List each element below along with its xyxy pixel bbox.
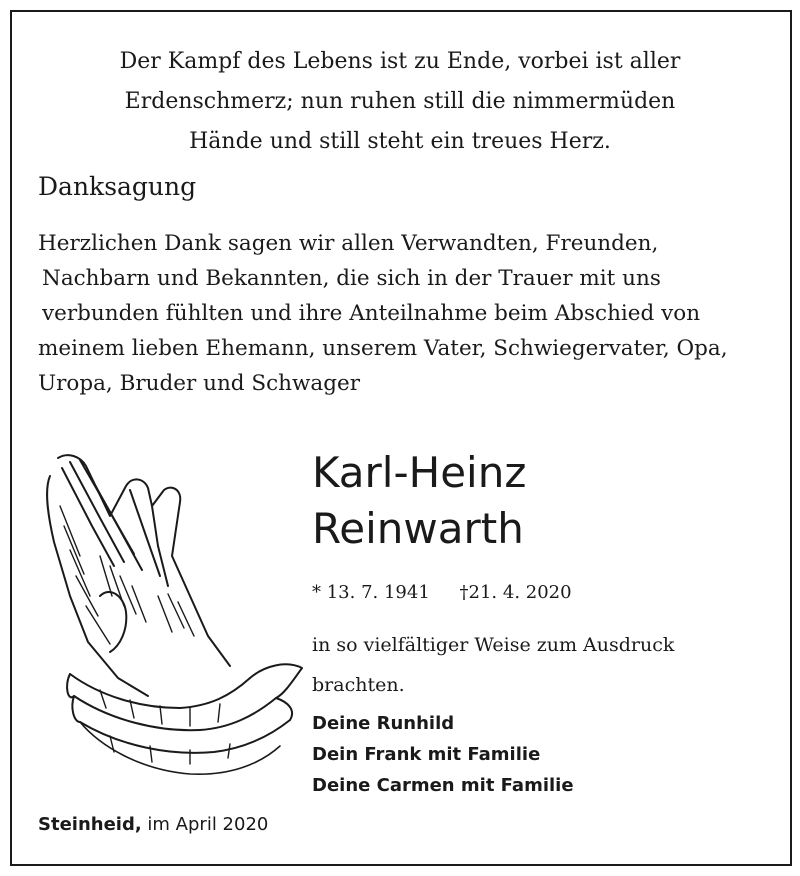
thanks-line: Nachbarn und Bekannten, die sich in der Trauer mit uns	[42, 266, 661, 291]
deceased-first-name: Karl-Heinz	[312, 448, 527, 497]
life-dates	[312, 582, 572, 603]
thanks-heading: Danksagung	[38, 172, 197, 201]
death-date-value: 21. 4. 2020	[468, 582, 572, 603]
signer: Deine Runhild	[312, 713, 455, 734]
thanks-continuation	[312, 625, 674, 705]
verse-line: Der Kampf des Lebens ist zu Ende, vorbei ist aller	[119, 49, 681, 74]
death-symbol: †	[459, 582, 469, 603]
thanks-line: meinem lieben Ehemann, unserem Vater, Schwiegervater, Opa,	[38, 336, 728, 361]
place-date: im April 2020	[147, 814, 269, 835]
deceased-last-name: Reinwarth	[312, 504, 524, 553]
verse-line: Erdenschmerz; nun ruhen still die nimmermüden	[124, 89, 676, 114]
birth-date-value: 13. 7. 1941	[326, 582, 430, 603]
birth-date	[312, 582, 430, 603]
praying-hands-icon	[40, 446, 310, 786]
signer: Dein Frank mit Familie	[312, 744, 541, 765]
place-date-line	[38, 814, 268, 835]
signers-list	[312, 708, 574, 801]
thanks-line: verbunden fühlten und ihre Anteilnahme beim Abschied von	[42, 301, 701, 326]
place-city: Steinheid,	[38, 814, 142, 835]
thanks-line: Herzlichen Dank sagen wir allen Verwandten, Freunden,	[38, 231, 659, 256]
memorial-verse	[30, 42, 770, 162]
verse-line: Hände und still steht ein treues Herz.	[189, 129, 611, 154]
signer: Deine Carmen mit Familie	[312, 775, 574, 796]
continuation-line: brachten.	[312, 674, 405, 696]
birth-symbol: *	[312, 582, 321, 603]
death-date	[460, 582, 572, 603]
deceased-name	[312, 445, 526, 557]
thanks-line: Uropa, Bruder und Schwager	[38, 371, 361, 396]
continuation-line: in so vielfältiger Weise zum Ausdruck	[312, 634, 675, 656]
thanks-text	[38, 226, 728, 401]
